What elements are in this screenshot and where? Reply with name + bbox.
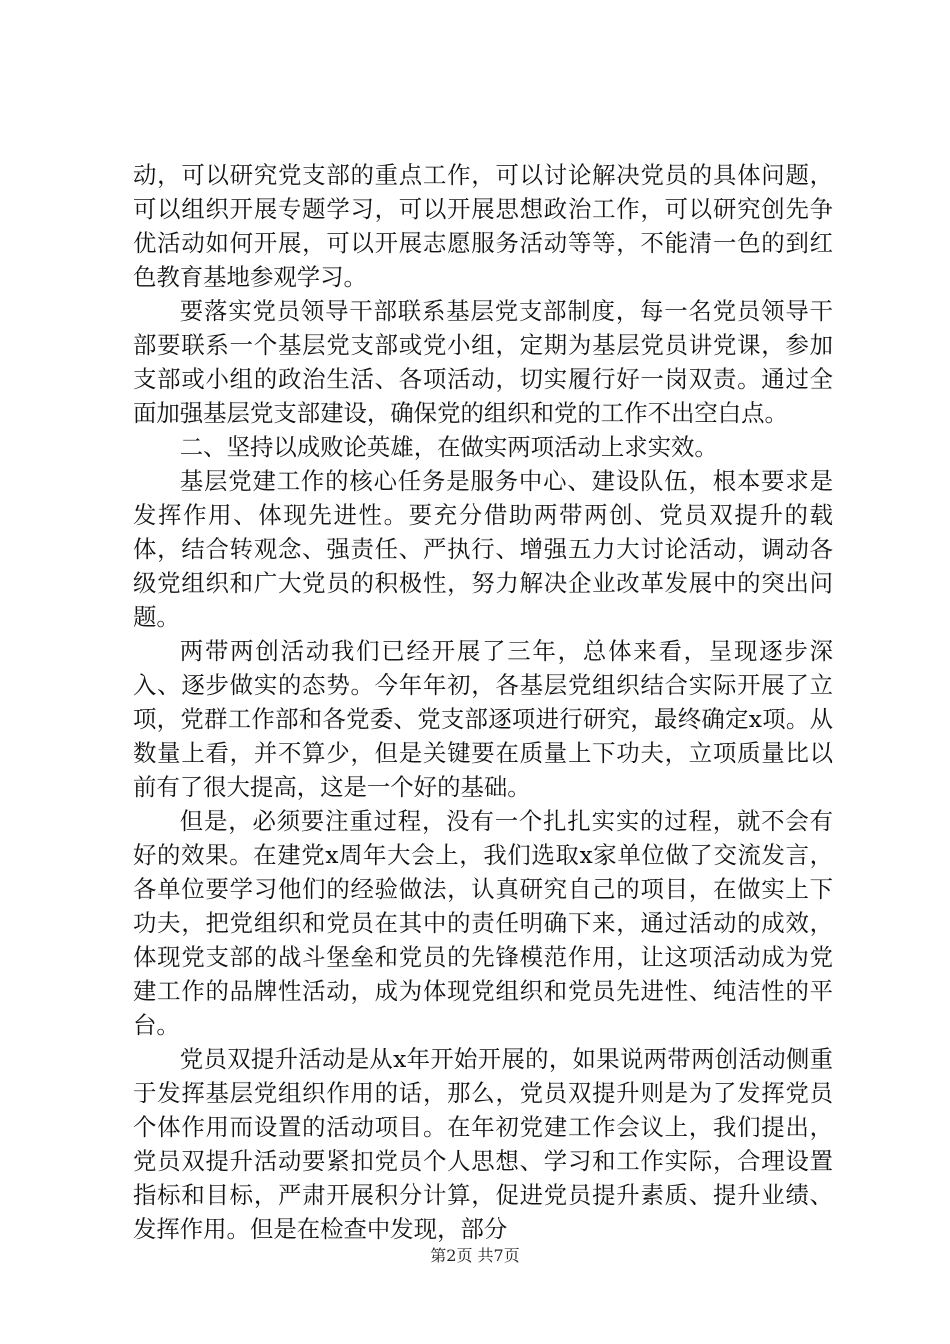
paragraph: 但是，必须要注重过程，没有一个扎扎实实的过程，就不会有好的效果。在建党x周年大会上，我们选取x家单位做了交流发言，各单位要学习他们的经验做法，认真研究自己的项目，在做实上下功夫，把党组织和党员在其中的责任明确下来，通过活动的成效，体现党支部的战斗堡垒和党员的先锋模范作用，让这项活动成为党建工作的品牌性活动，成为体现党组织和党员先进性、纯洁性的平台。 [133, 807, 833, 1039]
paragraph: 动，可以研究党支部的重点工作，可以讨论解决党员的具体问题，可以组织开展专题学习，可以开展思想政治工作，可以研究创先争优活动如何开展，可以开展志愿服务活动等等，不能清一色的到红色教育基地参观学习。 [133, 161, 833, 291]
paragraph: 基层党建工作的核心任务是服务中心、建设队伍，根本要求是发挥作用、体现先进性。要充分借助两带两创、党员双提升的载体，结合转观念、强责任、严执行、增强五力大讨论活动，调动各级党组织和广大党员的积极性，努力解决企业改革发展中的突出问题。 [133, 467, 833, 631]
section-heading: 二、坚持以成败论英雄，在做实两项活动上求实效。 [179, 433, 718, 461]
paragraph: 两带两创活动我们已经开展了三年，总体来看，呈现逐步深入、逐步做实的态势。今年年初，各基层党组织结合实际开展了立项，党群工作部和各党委、党支部逐项进行研究，最终确定x项。从数量上看，并不算少，但是关键要在质量上下功夫，立项质量比以前有了很大提高，这是一个好的基础。 [133, 637, 833, 801]
paragraph: 党员双提升活动是从x年开始开展的，如果说两带两创活动侧重于发挥基层党组织作用的话，那么，党员双提升则是为了发挥党员个体作用而设置的活动项目。在年初党建工作会议上，我们提出，党员双提升活动要紧扣党员个人思想、学习和工作实际，合理设置指标和目标，严肃开展积分计算，促进党员提升素质、提升业绩、发挥作用。但是在检查中发现，部分 [133, 1045, 833, 1243]
page-number-footer: 第2页 共7页 [430, 1246, 520, 1265]
document-body [133, 158, 833, 1246]
paragraph: 要落实党员领导干部联系基层党支部制度，每一名党员领导干部要联系一个基层党支部或党小组，定期为基层党员讲党课，参加支部或小组的政治生活、各项活动，切实履行好一岗双责。通过全面加强基层党支部建设，确保党的组织和党的工作不出空白点。 [133, 297, 833, 427]
